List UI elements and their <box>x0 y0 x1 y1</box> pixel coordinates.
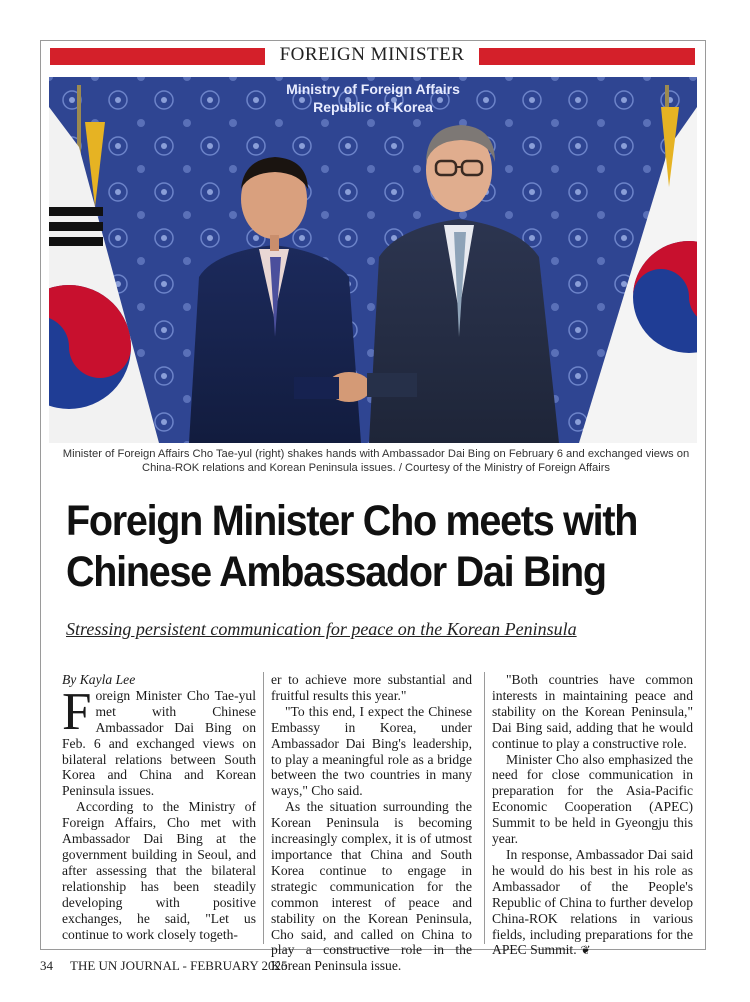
article-paragraph: er to achieve more substantial and fruitful results this year." <box>271 672 472 703</box>
headline-line2: Chinese Ambassador Dai Bing <box>66 548 606 596</box>
paragraph-text: oreign Minister Cho Tae-yul met with Chinese Ambassador Dai Bing on Feb. 6 and exchanged views on bilateral relations between South Korea and China and Korean Peninsula issues. <box>62 687 256 799</box>
article-paragraph: "To this end, I expect the Chinese Embassy in Korea, under Ambassador Dai Bing's leadership, to play a meaningful role as a bridge between the two countries in many ways," Cho said. <box>271 703 472 799</box>
section-bar-left <box>50 48 265 65</box>
article-column-3 <box>492 672 693 959</box>
article-photo <box>49 77 697 443</box>
article-column-1 <box>62 672 256 942</box>
section-bar-right <box>479 48 695 65</box>
column-rule-1 <box>263 672 264 944</box>
end-mark-icon: ❦ <box>580 943 591 958</box>
publication-name: THE UN JOURNAL - FEBRUARY 2025 <box>70 958 288 973</box>
drop-cap: F <box>62 682 92 741</box>
article-paragraph <box>62 682 256 799</box>
subhead: Stressing persistent communication for peace on the Korean Peninsula <box>66 619 577 639</box>
photo-heading-line2: Republic of Korea <box>313 99 433 115</box>
photo-caption: Minister of Foreign Affairs Cho Tae-yul (right) shakes hands with Ambassador Dai Bing on February 6 and exchanged views on China-ROK relations and Korean Peninsula issues. / Courtesy of the Ministry of Foreign Affairs <box>62 448 690 474</box>
article-paragraph: "Both countries have common interests in maintaining peace and stability on the Korean Peninsula," Dai Bing said, adding that he would continue to play a constructive role. <box>492 672 693 751</box>
article-paragraph: As the situation surrounding the Korean Peninsula is becoming increasingly complex, it is of utmost importance that China and South Korea continue to engage in strategic communication for the common interest of peace and stability on the Korean Peninsula, Cho said, and called on China to play a constructive role in the Korean Peninsula issue. <box>271 799 472 974</box>
article-paragraph: According to the Ministry of Foreign Affairs, Cho met with Ambassador Dai Bing at the government building in Seoul, and after assessing that the bilateral relationship has been steadily developing with positive exchanges, he said, "Let us continue to work closely togeth- <box>62 799 256 942</box>
byline: By Kayla Lee <box>62 672 136 687</box>
photo-illustration <box>49 77 697 443</box>
article-paragraph <box>492 847 693 959</box>
article-column-2 <box>271 672 472 974</box>
page-footer <box>40 958 288 974</box>
paragraph-text: In response, Ambassador Dai said he would do his best in his role as Ambassador of the People's Republic of China to further develop China-ROK relations in various fields, including preparations for the APEC Summit. <box>492 846 693 958</box>
column-rule-2 <box>484 672 485 944</box>
headline <box>66 496 655 598</box>
section-label: FOREIGN MINISTER <box>279 44 465 65</box>
photo-heading-line1: Ministry of Foreign Affairs <box>286 81 460 97</box>
article-paragraph: Minister Cho also emphasized the need for close communication in preparation for the Asia-Pacific Economic Cooperation (APEC) Summit to be held in Gyeongju this year. <box>492 751 693 847</box>
page-number: 34 <box>40 958 53 973</box>
headline-line1: Foreign Minister Cho meets with <box>66 497 638 545</box>
